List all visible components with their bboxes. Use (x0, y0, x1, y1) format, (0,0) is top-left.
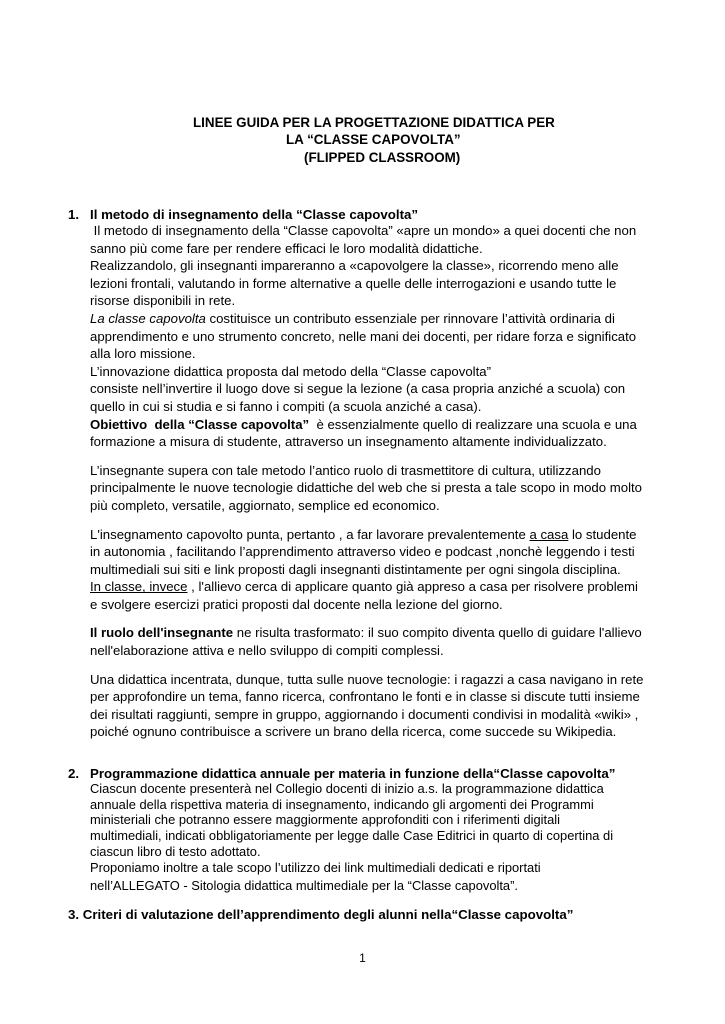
section-1-body (90, 222, 662, 741)
section-3-heading: 3. Criteri di valutazione dell’apprendimento degli alunni nella“Classe capovolta” (68, 907, 574, 922)
paragraph: Il ruolo dell'insegnante ne risulta trasformato: il suo compito diventa quello di guidare l'allievo nell'elaborazione attiva e nello sviluppo di compiti complessi. (90, 625, 642, 659)
paragraph: L'insegnamento capovolto punta, pertanto , a far lavorare prevalentemente a casa lo studente in autonomia , facilitando l’apprendimento attraverso video e podcast ,nonchè leggendo i testi multimediali sui siti e link proposti dagli insegnanti distintamente per ogni singola disciplina. In classe, invece , l'allievo cerca di applicare quanto già appreso a casa per risolvere problemi e svolgere esercizi pratici proposti dal docente nella lezione del giorno. (90, 526, 638, 612)
section-1-heading: Il metodo di insegnamento della “Classe capovolta” (90, 207, 419, 222)
section-2-body (90, 781, 662, 894)
section-2-heading: Programmazione didattica annuale per materia in funzione della“Classe capovolta” (90, 766, 616, 781)
page-number: 1 (359, 951, 366, 965)
section-2-number: 2. (68, 766, 80, 781)
title-line-3: (FLIPPED CLASSROOM) (304, 150, 461, 165)
paragraph: Il metodo di insegnamento della “Classe capovolta” «apre un mondo» a quei docenti che non sanno più come fare per rendere efficaci le loro modalità didattiche. Realizzandolo, gli insegnanti impareranno a «capovolgere la classe», ricorrendo meno alle lezioni frontali, valutando in forme alternative a quelle delle interrogazioni e usando tutte le risorse disponibili in rete. La classe capovolta costituisce un contributo essenziale per rinnovare l’attività ordinaria di apprendimento e uno strumento concreto, nelle mani dei docenti, per ridare forza e significato alla loro missione. L’innovazione didattica proposta dal metodo della “Classe capovolta” consiste nell’invertire il luogo dove si segue la lezione (a casa propria anziché a scuola) con quello in cui si studia e si fanno i compiti (a scuola anziché a casa). Obiettivo della “Classe capovolta” è essenzialmente quello di realizzare una scuola e una formazione a misura di studente, attraverso un insegnamento altamente individualizzato. (90, 223, 637, 450)
paragraph: Una didattica incentrata, dunque, tutta sulle nuove tecnologie: i ragazzi a casa navigano in rete per approfondire un tema, fanno ricerca, confrontano le fonti e in classe si discute tutti insieme dei risultati raggiunti, sempre in gruppo, aggiornando i documenti condivisi in modalità «wiki» , poiché ognuno contribuisce a scrivere un brano della ricerca, come succede su Wikipedia. (90, 671, 644, 740)
paragraph: Ciascun docente presenterà nel Collegio docenti di inizio a.s. la programmazione didattica annuale della rispettiva materia di insegnamento, indicando gli argomenti dei Programmi ministeriali che potranno essere maggiormente approfonditi con i riferimenti digitali multimediali, indicati obbligatoriamente per legge dalle Case Editrici in quarto di copertina di ciascun libro di testo adottato. Proponiamo inoltre a tale scopo l’utilizzo dei link multimediali dedicati e riportati nell’ALLEGATO - Sitologia didattica multimediale per la “Classe capovolta”. (90, 781, 614, 894)
section-1-number: 1. (68, 207, 80, 222)
title-line-1: LINEE GUIDA PER LA PROGETTAZIONE DIDATTICA PER (193, 115, 555, 130)
paragraph: L’insegnante supera con tale metodo l’antico ruolo di trasmettitore di cultura, utilizzando principalmente le nuove tecnologie didattiche del web che si presta a tale scopo in modo molto più completo, versatile, aggiornato, semplice ed economico. (90, 462, 643, 513)
title-line-2: LA “CLASSE CAPOVOLTA” (286, 132, 461, 147)
